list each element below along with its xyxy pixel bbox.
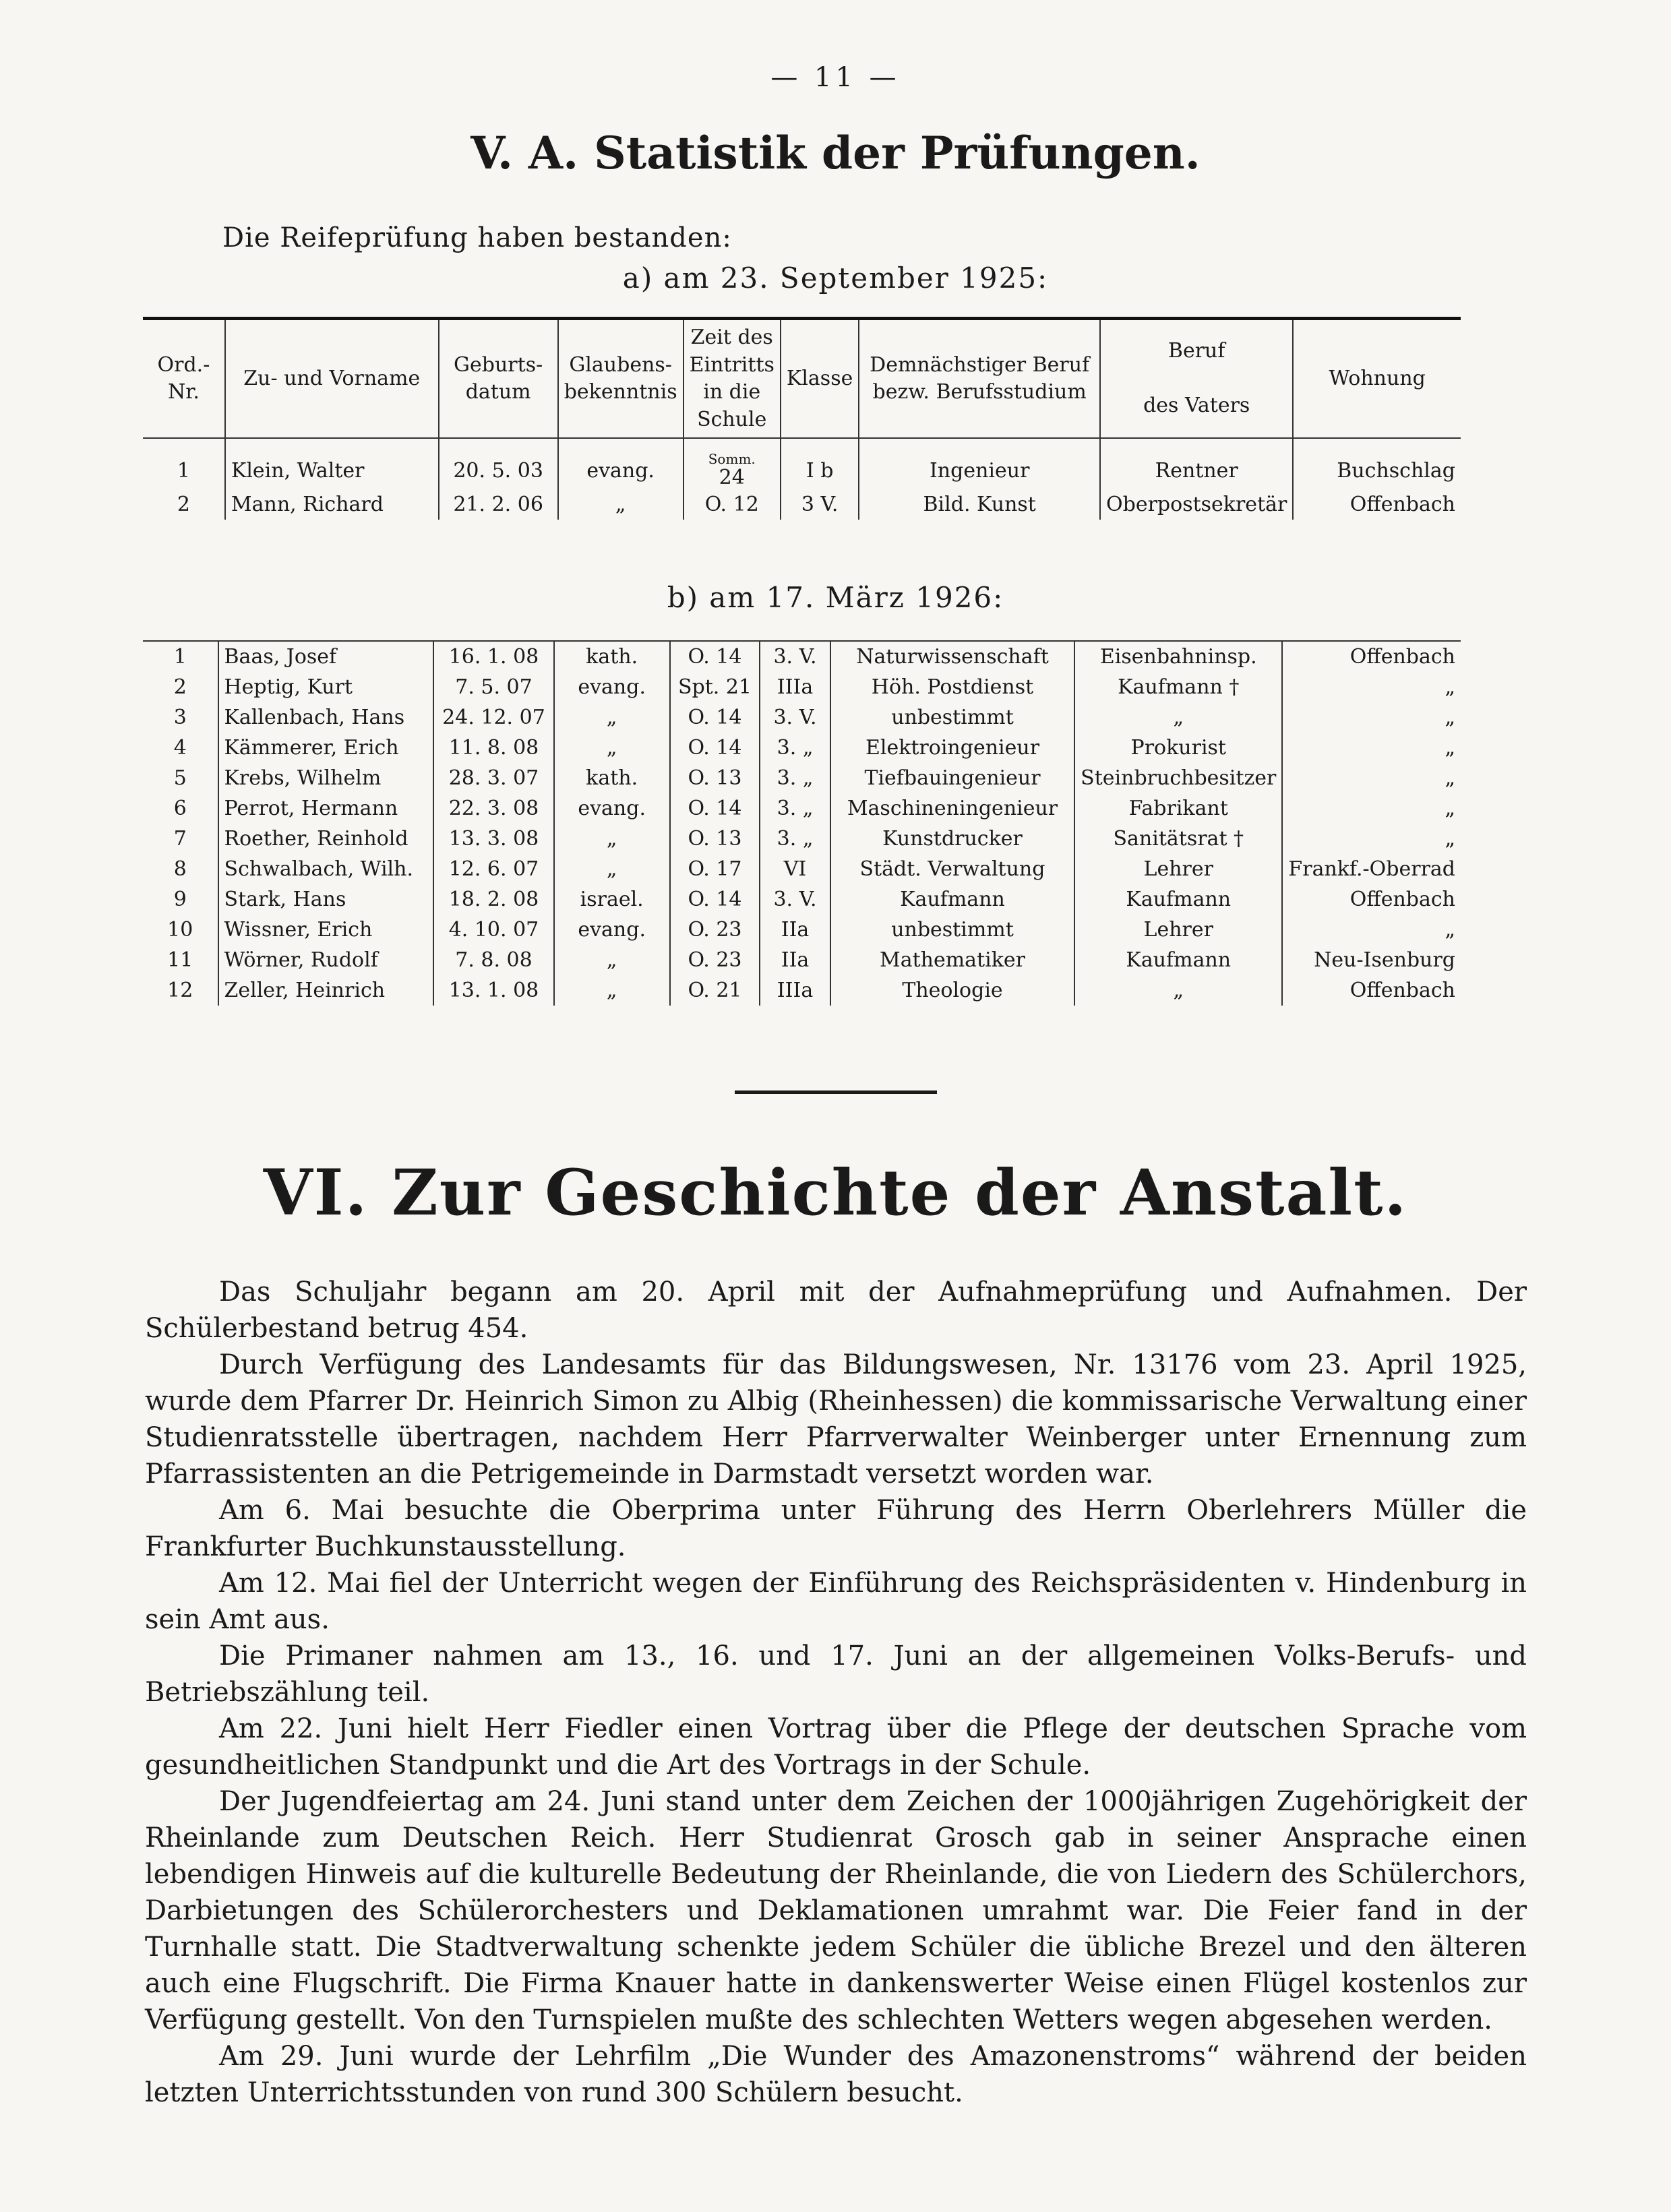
exam-table-a — [143, 317, 1461, 520]
row-birth: 12. 6. 07 — [433, 854, 553, 884]
history-paragraph: Am 22. Juni hielt Herr Fiedler einen Vortrag über die Pflege der deutschen Sprache vom gesundheitlichen Standpunkt und die Art des Vortrags in der Schule. — [145, 1713, 1527, 1781]
row-nr: 2 — [177, 493, 190, 516]
table-row — [143, 793, 1461, 824]
row-entry-time-note: Somm. — [708, 451, 756, 467]
row-nr: 10 — [167, 918, 193, 942]
page-number: — 11 — — [770, 62, 901, 93]
row-name: Kämmerer, Erich — [218, 733, 434, 763]
header-entry-time: Zeit des Eintritts in die Schule — [683, 319, 781, 439]
row-name: Heptig, Kurt — [218, 672, 434, 702]
header-father-home: Wohnung — [1293, 319, 1461, 439]
intro-text: Die Reifeprüfung haben bestanden: — [222, 222, 732, 253]
table-row — [143, 915, 1461, 945]
row-father-home: Offenbach — [1282, 884, 1461, 915]
row-entry-class: 3. „ — [760, 763, 830, 793]
row-religion: evang. — [554, 915, 670, 945]
row-father-home: Offenbach — [1293, 489, 1461, 520]
row-career: Elektroingenieur — [830, 733, 1074, 763]
row-entry-class: IIIa — [760, 975, 830, 1006]
row-father-home: „ — [1282, 915, 1461, 945]
row-father-job: Fabrikant — [1074, 793, 1282, 824]
row-birth: 28. 3. 07 — [433, 763, 553, 793]
row-entry-time — [670, 793, 760, 824]
row-father-home: Offenbach — [1282, 641, 1461, 672]
table-row — [143, 733, 1461, 763]
row-father-job: Kaufmann — [1074, 945, 1282, 975]
row-entry-time-value: O. 23 — [688, 948, 742, 972]
history-text — [145, 1274, 1527, 2111]
row-father-home: Offenbach — [1282, 975, 1461, 1006]
table-row — [143, 438, 1461, 489]
row-nr: 3 — [173, 706, 187, 729]
row-name: Kallenbach, Hans — [218, 702, 434, 733]
header-birth: Geburts-datum — [439, 319, 558, 439]
row-father-home: „ — [1282, 702, 1461, 733]
table-row — [143, 884, 1461, 915]
row-father-home: „ — [1282, 763, 1461, 793]
row-entry-time-value: O. 14 — [688, 736, 742, 760]
section-divider — [735, 1090, 937, 1094]
row-career: Ingenieur — [859, 438, 1100, 489]
row-career: Naturwissenschaft — [830, 641, 1074, 672]
row-career: Mathematiker — [830, 945, 1074, 975]
row-religion: „ — [554, 975, 670, 1006]
row-religion: „ — [554, 824, 670, 854]
history-paragraph: Die Primaner nahmen am 13., 16. und 17. Juni an der allgemeinen Volks-Berufs- und Betriebszählung teil. — [145, 1640, 1527, 1708]
row-father-job: Oberpostsekretär — [1100, 489, 1293, 520]
table-row — [143, 763, 1461, 793]
header-entry-class: Klasse — [781, 319, 859, 439]
row-birth: 18. 2. 08 — [433, 884, 553, 915]
row-birth: 7. 5. 07 — [433, 672, 553, 702]
table-row — [143, 489, 1461, 520]
row-nr: 2 — [173, 675, 187, 699]
row-entry-class: 3. V. — [760, 884, 830, 915]
row-father-job: Sanitätsrat † — [1074, 824, 1282, 854]
row-entry-class: IIa — [760, 945, 830, 975]
row-nr: 6 — [173, 797, 187, 820]
header-of-father: des Vaters — [1143, 394, 1250, 418]
row-nr: 1 — [173, 645, 187, 669]
row-entry-time-value: O. 21 — [688, 979, 742, 1002]
exam-date-b: b) am 17. März 1926: — [667, 581, 1004, 614]
row-entry-time-value: O. 12 — [704, 493, 759, 516]
row-entry-time — [670, 915, 760, 945]
header-nr: Ord.-Nr. — [143, 319, 225, 439]
row-name: Stark, Hans — [218, 884, 434, 915]
row-nr: 4 — [173, 736, 187, 760]
history-paragraph: Durch Verfügung des Landesamts für das Bildungswesen, Nr. 13176 vom 23. April 1925, wurde dem Pfarrer Dr. Heinrich Simon zu Albig (Rheinhessen) die kommissarische Verwaltung einer Studienratsstelle übertragen, nachdem Herr Pfarrverwalter Weinberger unter Ernennung zum Pfarrassistenten an die Petrigemeinde in Darmstadt versetzt worden war. — [145, 1349, 1527, 1489]
history-paragraph: Am 29. Juni wurde der Lehrfilm „Die Wunder des Amazonenstroms“ während der beiden letzten Unterrichtsstunden von rund 300 Schülern besucht. — [145, 2041, 1527, 2108]
row-entry-time-value: O. 14 — [688, 706, 742, 729]
row-father-job: Eisenbahninsp. — [1074, 641, 1282, 672]
row-name: Baas, Josef — [218, 641, 434, 672]
row-entry-class: 3. „ — [760, 733, 830, 763]
row-nr: 9 — [173, 888, 187, 911]
row-entry-class: I b — [781, 438, 859, 489]
row-father-home: Frankf.-Oberrad — [1282, 854, 1461, 884]
row-religion: „ — [554, 702, 670, 733]
row-entry-class: 3. V. — [760, 641, 830, 672]
row-career: Kunstdrucker — [830, 824, 1074, 854]
row-entry-time-value: O. 17 — [688, 857, 742, 881]
row-father-job: Steinbruchbesitzer — [1074, 763, 1282, 793]
section-title-history: VI. Zur Geschichte der Anstalt. — [263, 1156, 1408, 1230]
section-title-statistics: V. A. Statistik der Prüfungen. — [470, 127, 1201, 179]
row-name: Perrot, Hermann — [218, 793, 434, 824]
row-birth: 20. 5. 03 — [439, 438, 558, 489]
row-father-job: „ — [1074, 975, 1282, 1006]
row-birth: 7. 8. 08 — [433, 945, 553, 975]
row-entry-class: 3. V. — [760, 702, 830, 733]
row-entry-class: IIa — [760, 915, 830, 945]
row-birth: 24. 12. 07 — [433, 702, 553, 733]
row-career: Kaufmann — [830, 884, 1074, 915]
row-father-job: „ — [1074, 702, 1282, 733]
row-birth: 13. 3. 08 — [433, 824, 553, 854]
table-row — [143, 945, 1461, 975]
row-father-home: Neu-Isenburg — [1282, 945, 1461, 975]
history-paragraph: Am 6. Mai besuchte die Oberprima unter Führung des Herrn Oberlehrers Müller die Frankfurter Buchkunstausstellung. — [145, 1495, 1527, 1562]
exam-rows-a — [143, 438, 1461, 520]
row-name: Wissner, Erich — [218, 915, 434, 945]
header-religion: Glaubens-bekenntnis — [558, 319, 683, 439]
row-nr: 1 — [177, 459, 190, 483]
row-entry-time — [670, 733, 760, 763]
row-name: Schwalbach, Wilh. — [218, 854, 434, 884]
row-career: unbestimmt — [830, 702, 1074, 733]
row-entry-class: IIIa — [760, 672, 830, 702]
row-career: unbestimmt — [830, 915, 1074, 945]
table-row — [143, 672, 1461, 702]
row-career: Tiefbauingenieur — [830, 763, 1074, 793]
row-religion: „ — [558, 489, 683, 520]
row-entry-time-value: O. 23 — [688, 918, 742, 942]
row-religion: kath. — [554, 763, 670, 793]
table-row — [143, 854, 1461, 884]
row-father-job: Prokurist — [1074, 733, 1282, 763]
row-entry-time — [683, 438, 781, 489]
row-father-job: Kaufmann † — [1074, 672, 1282, 702]
row-birth: 4. 10. 07 — [433, 915, 553, 945]
table-row — [143, 975, 1461, 1006]
header-father-job-label: Beruf — [1167, 339, 1225, 363]
row-name: Mann, Richard — [225, 489, 439, 520]
row-entry-time — [670, 672, 760, 702]
table-row — [143, 824, 1461, 854]
row-entry-time — [670, 641, 760, 672]
row-religion: „ — [554, 854, 670, 884]
row-father-home: „ — [1282, 672, 1461, 702]
header-father-job — [1100, 319, 1293, 439]
row-career: Höh. Postdienst — [830, 672, 1074, 702]
row-career: Bild. Kunst — [859, 489, 1100, 520]
row-father-home: „ — [1282, 824, 1461, 854]
table-row — [143, 702, 1461, 733]
row-nr: 12 — [167, 979, 193, 1002]
row-birth: 11. 8. 08 — [433, 733, 553, 763]
row-father-job: Kaufmann — [1074, 884, 1282, 915]
row-entry-time — [670, 763, 760, 793]
header-name: Zu- und Vorname — [225, 319, 439, 439]
row-birth: 21. 2. 06 — [439, 489, 558, 520]
row-entry-time — [670, 945, 760, 975]
row-career: Städt. Verwaltung — [830, 854, 1074, 884]
row-father-home: Buchschlag — [1293, 438, 1461, 489]
row-nr: 7 — [173, 827, 187, 851]
row-entry-class: VI — [760, 854, 830, 884]
row-entry-time-value: 24 — [719, 466, 745, 489]
row-religion: israel. — [554, 884, 670, 915]
row-name: Roether, Reinhold — [218, 824, 434, 854]
row-nr: 5 — [173, 766, 187, 790]
row-name: Wörner, Rudolf — [218, 945, 434, 975]
history-paragraph: Am 12. Mai fiel der Unterricht wegen der Einführung des Reichspräsidenten v. Hindenburg in sein Amt aus. — [145, 1568, 1527, 1635]
history-paragraph: Das Schuljahr begann am 20. April mit der Aufnahmeprüfung und Aufnahmen. Der Schülerbestand betrug 454. — [145, 1277, 1527, 1344]
row-nr: 11 — [167, 948, 193, 972]
row-father-home: „ — [1282, 733, 1461, 763]
row-birth: 13. 1. 08 — [433, 975, 553, 1006]
row-entry-time — [670, 702, 760, 733]
table-row — [143, 641, 1461, 672]
row-name: Klein, Walter — [225, 438, 439, 489]
history-paragraph: Der Jugendfeiertag am 24. Juni stand unter dem Zeichen der 1000jährigen Zugehörigkeit der Rheinlande zum Deutschen Reich. Herr Studienrat Grosch gab in seiner Ansprache einen lebendigen Hinweis auf die kulturelle Bedeutung der Rheinlande, die von Liedern des Schülerchors, Darbietungen des Schülerorchesters und Deklamationen umrahmt war. Die Feier fand in der Turnhalle statt. Die Stadtverwaltung schenkte jedem Schüler die übliche Brezel und den älteren auch eine Flugschrift. Die Firma Knauer hatte in dankenswerter Weise einen Flügel kostenlos zur Verfügung gestellt. Von den Turnspielen mußte des schlechten Wetters wegen abgesehen werden. — [145, 1786, 1527, 2035]
header-career: Demnächstiger Beruf bezw. Berufsstudium — [859, 319, 1100, 439]
exam-table-b — [143, 640, 1461, 1006]
row-entry-class: 3. „ — [760, 793, 830, 824]
exam-rows-b — [143, 641, 1461, 1006]
row-religion: „ — [554, 945, 670, 975]
row-religion: evang. — [554, 793, 670, 824]
row-entry-time — [670, 975, 760, 1006]
row-entry-time — [670, 884, 760, 915]
row-entry-time-value: O. 14 — [688, 888, 742, 911]
row-entry-time-value: O. 14 — [688, 797, 742, 820]
row-religion: evang. — [554, 672, 670, 702]
row-career: Maschineningenieur — [830, 793, 1074, 824]
row-entry-time — [683, 489, 781, 520]
row-father-job: Lehrer — [1074, 915, 1282, 945]
row-birth: 16. 1. 08 — [433, 641, 553, 672]
row-nr: 8 — [173, 857, 187, 881]
row-religion: kath. — [554, 641, 670, 672]
row-name: Zeller, Heinrich — [218, 975, 434, 1006]
row-father-home: „ — [1282, 793, 1461, 824]
row-entry-time-value: O. 13 — [688, 766, 742, 790]
row-name: Krebs, Wilhelm — [218, 763, 434, 793]
row-birth: 22. 3. 08 — [433, 793, 553, 824]
exam-date-a: a) am 23. September 1925: — [622, 262, 1049, 295]
row-entry-time — [670, 854, 760, 884]
row-religion: „ — [554, 733, 670, 763]
row-entry-class: 3. „ — [760, 824, 830, 854]
row-entry-time-value: Spt. 21 — [677, 675, 752, 699]
row-father-job: Rentner — [1100, 438, 1293, 489]
row-entry-time — [670, 824, 760, 854]
row-career: Theologie — [830, 975, 1074, 1006]
row-entry-time-value: O. 13 — [688, 827, 742, 851]
row-religion: evang. — [558, 438, 683, 489]
row-father-job: Lehrer — [1074, 854, 1282, 884]
row-entry-time-value: O. 14 — [688, 645, 742, 669]
row-entry-class: 3 V. — [781, 489, 859, 520]
